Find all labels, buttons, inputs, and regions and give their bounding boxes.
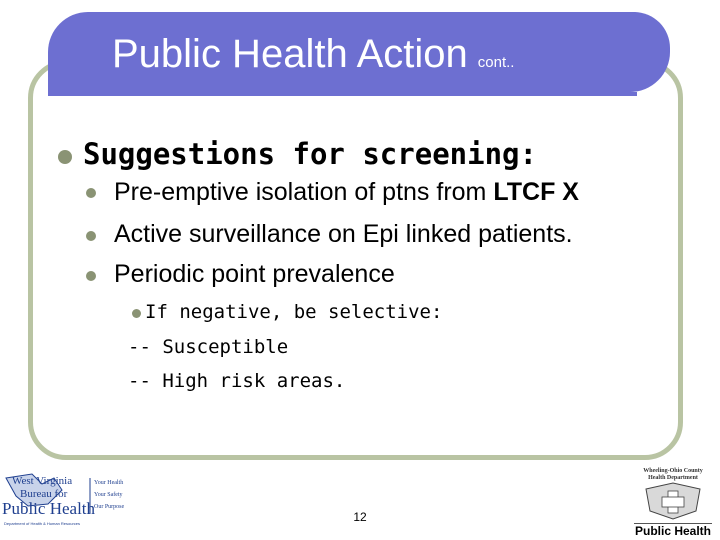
- bullet-item-2: Active surveillance on Epi linked patients.: [114, 220, 573, 248]
- sub-line-1: -- Susceptible: [128, 336, 289, 358]
- heading-bullet-icon: [58, 150, 72, 164]
- west-virginia-bureau-public-health-logo: [2, 470, 142, 538]
- bullet-emphasis: LTCF X: [493, 178, 579, 206]
- section-heading: Suggestions for screening:: [83, 137, 537, 171]
- sub-bullet-item: If negative, be selective:: [145, 301, 443, 323]
- wv-tagline-2: Your Safety: [94, 492, 123, 498]
- wheeling-logo-line-1: Wheeling-Ohio County: [643, 468, 703, 474]
- title-suffix: cont..: [477, 54, 515, 71]
- sub-line-2: -- High risk areas.: [128, 370, 346, 392]
- page-number: 12: [353, 510, 367, 524]
- slide-title: Public Health Action cont..: [112, 32, 515, 76]
- bullet-item-3: Periodic point prevalence: [114, 260, 395, 288]
- wheeling-logo-bottom: Public Health: [634, 524, 712, 538]
- wv-logo-line-2: Bureau for: [20, 488, 68, 500]
- health-shield-icon: [646, 483, 700, 519]
- wv-logo-line-3: Public Health: [2, 499, 96, 518]
- wv-dept-line: Department of Health & Human Resources: [4, 521, 81, 526]
- title-underline: [48, 92, 637, 96]
- sub-bullet-icon: [132, 309, 141, 318]
- wheeling-logo-line-2: Health Department: [648, 475, 698, 481]
- bullet-icon: [86, 271, 96, 281]
- bullet-icon: [86, 231, 96, 241]
- wv-logo-line-1: West Virginia: [12, 475, 73, 487]
- wv-tagline-1: Your Health: [94, 480, 124, 486]
- wheeling-ohio-county-health-department-logo: [628, 463, 718, 538]
- bullet-icon: [86, 188, 96, 198]
- wv-tagline-3: Our Purpose: [94, 504, 125, 510]
- bullet-item-1: Pre-emptive isolation of ptns from LTCF X: [114, 178, 579, 206]
